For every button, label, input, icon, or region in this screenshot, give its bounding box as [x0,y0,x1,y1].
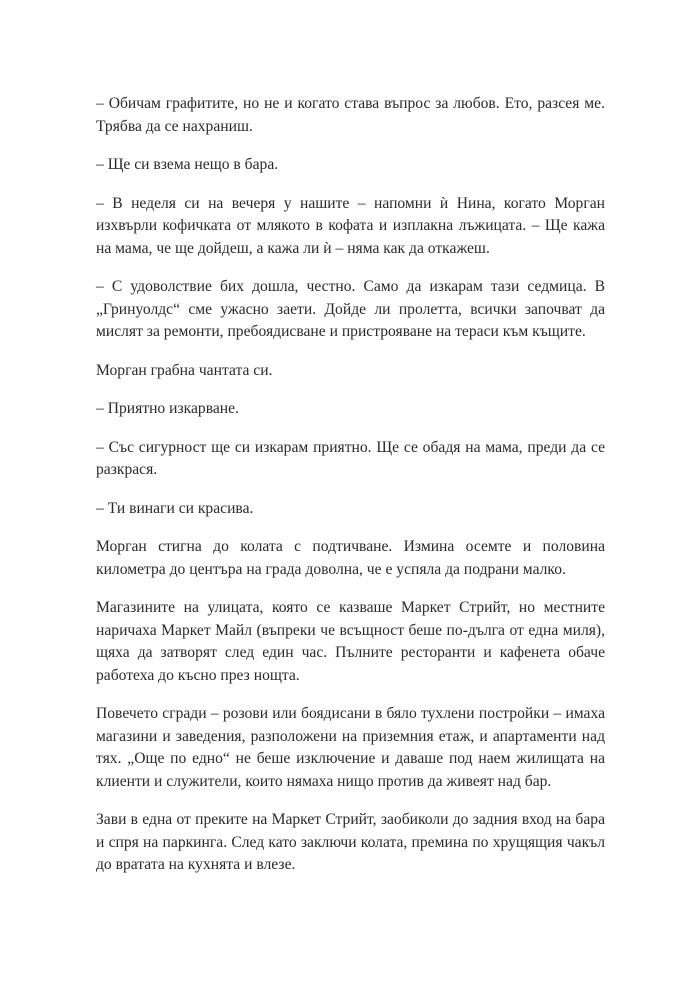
paragraph: Морган грабна чантата си. [96,361,273,379]
paragraph: – Ти винаги си красива. [96,499,254,517]
paragraph: Зави в една от преките на Маркет Стрийт, заобиколи до задния вход на бара и спря на паркинга. След като заключи колата, премина по хрущящия чакъл до вратата на кухнята и влезе. [96,811,605,873]
paragraph: – С удоволствие бих дошла, честно. Само да изкарам тази седмица. В „Гринуолдс“ сме ужасно заети. Дойде ли пролетта, всички започват да мислят за ремонти, пребоядисване и пристрояване на тераси към къщите. [96,278,605,340]
paragraph: – Обичам графитите, но не и когато става въпрос за любов. Ето, разсея ме. Трябва да се нахраниш. [96,95,605,135]
paragraph: Морган стигна до колата с подтичване. Измина осемте и половина километра до центъра на града доволна, че е успяла да подрани малко. [96,538,605,578]
paragraph: – Със сигурност ще си изкарам приятно. Ще се обадя на мама, преди да се разкрася. [96,438,605,478]
paragraph: Магазините на улицата, която се казваше Маркет Стрийт, но местните наричаха Маркет Майл (въпреки че всъщност беше по-дълга от една миля), щяха да затворят след един час. Пълните ресторанти и кафенета обаче работеха до късно през нощта. [96,599,605,684]
paragraph: Повечето сгради – розови или боядисани в бяло тухлени постройки – имаха магазини и заведения, разположени на приземния етаж, и апартаменти над тях. „Още по едно“ не беше изключение и даваше под наем жилищата на клиенти и служители, които нямаха нищо против да живеят над бар. [96,705,605,790]
text-body [96,93,605,877]
paragraph: – Ще си взема нещо в бара. [96,156,279,173]
paragraph: – В неделя си на вечеря у нашите – напомни ѝ Нина, когато Морган изхвърли кофичката от млякото в кофата и изплакна лъжицата. – Ще кажа на мама, че ще дойдеш, а кажа ли ѝ – няма как да откажеш. [96,194,605,257]
paragraph: – Приятно изкарване. [96,400,239,417]
